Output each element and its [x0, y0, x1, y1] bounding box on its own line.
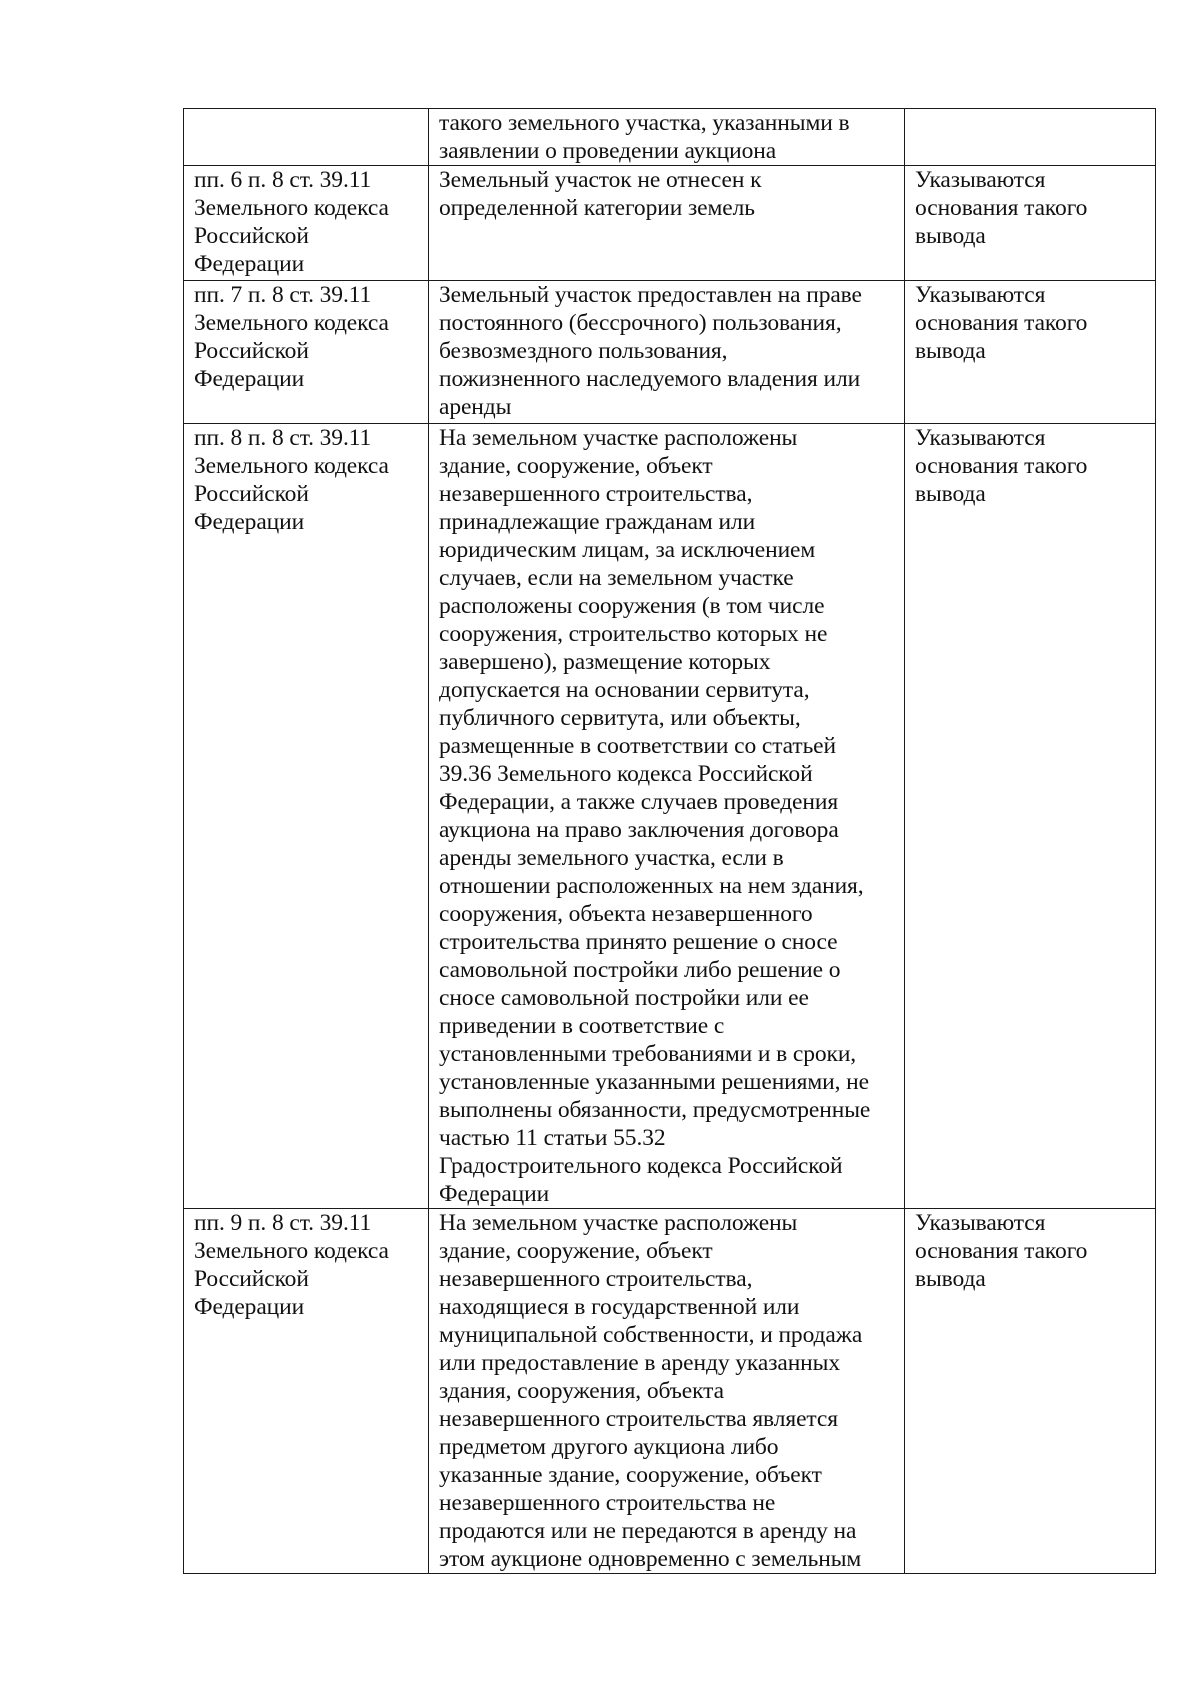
condition-cell-line: приведении в соответствие с — [439, 1013, 725, 1039]
legal-basis-cell-line: пп. 6 п. 8 ст. 39.11 — [194, 167, 372, 193]
condition-cell-line: самовольной постройки либо решение о — [439, 957, 841, 983]
condition-cell-line: незавершенного строительства не — [439, 1490, 776, 1516]
condition-cell-line: сносе самовольной постройки или ее — [439, 985, 809, 1011]
condition-cell-line: Земельный участок предоставлен на праве — [439, 282, 862, 308]
condition-cell-line: На земельном участке расположены — [439, 1210, 798, 1236]
note-cell — [905, 1209, 1156, 1574]
condition-cell-line: На земельном участке расположены — [439, 425, 798, 451]
note-cell — [905, 281, 1156, 424]
condition-cell-line: допускается на основании сервитута, — [439, 677, 810, 703]
note-cell-line: основания такого — [915, 453, 1088, 479]
condition-cell-line: юридическим лицам, за исключением — [439, 537, 816, 563]
legal-basis-cell-line: Федерации — [194, 251, 305, 277]
condition-cell-line: предметом другого аукциона либо — [439, 1434, 779, 1460]
condition-cell-line: Федерации, а также случаев проведения — [439, 789, 839, 815]
condition-cell-line: безвозмездного пользования, — [439, 338, 728, 364]
legal-basis-cell-line: Земельного кодекса — [194, 1238, 389, 1264]
condition-cell-line: здания, сооружения, объекта — [439, 1378, 724, 1404]
condition-cell-line: незавершенного строительства, — [439, 481, 753, 507]
table-row — [184, 424, 1156, 1209]
note-cell — [905, 424, 1156, 1209]
condition-cell — [429, 109, 905, 166]
condition-cell-line: установленные указанными решениями, не — [439, 1069, 869, 1095]
legal-basis-cell — [184, 166, 429, 281]
condition-cell — [429, 281, 905, 424]
legal-basis-cell-line: Федерации — [194, 366, 305, 392]
condition-cell-line: Градостроительного кодекса Российской — [439, 1153, 843, 1179]
legal-basis-cell — [184, 109, 429, 166]
condition-cell-line: незавершенного строительства, — [439, 1266, 753, 1292]
condition-cell-line: случаев, если на земельном участке — [439, 565, 794, 591]
condition-cell-line: сооружения, объекта незавершенного — [439, 901, 813, 927]
condition-cell-line: или предоставление в аренду указанных — [439, 1350, 840, 1376]
note-cell-line: основания такого — [915, 1238, 1088, 1264]
condition-cell — [429, 424, 905, 1209]
condition-cell-line: сооружения, строительство которых не — [439, 621, 828, 647]
legal-basis-cell — [184, 1209, 429, 1574]
table-row — [184, 166, 1156, 281]
condition-cell-line: такого земельного участка, указанными в — [439, 110, 850, 136]
note-cell-line: вывода — [915, 338, 986, 364]
legal-basis-cell-line: Российской — [194, 223, 309, 249]
note-cell-line: Указываются — [915, 282, 1046, 308]
condition-cell-line: строительства принято решение о сносе — [439, 929, 838, 955]
note-cell-line: вывода — [915, 481, 986, 507]
condition-cell — [429, 1209, 905, 1574]
condition-cell-line: установленными требованиями и в сроки, — [439, 1041, 857, 1067]
legal-basis-cell-line: Федерации — [194, 1294, 305, 1320]
condition-cell-line: здание, сооружение, объект — [439, 453, 713, 479]
legal-basis-cell-line: Федерации — [194, 509, 305, 535]
legal-basis-cell — [184, 281, 429, 424]
grounds-table — [183, 108, 1156, 1574]
legal-basis-cell-line: Российской — [194, 1266, 309, 1292]
condition-cell-line: этом аукционе одновременно с земельным — [439, 1546, 862, 1572]
note-cell-line: Указываются — [915, 1210, 1046, 1236]
condition-cell-line: выполнены обязанности, предусмотренные — [439, 1097, 871, 1123]
legal-basis-cell-line: Земельного кодекса — [194, 453, 389, 479]
condition-cell-line: незавершенного строительства является — [439, 1406, 838, 1432]
note-cell — [905, 166, 1156, 281]
condition-cell-line: определенной категории земель — [439, 195, 755, 221]
note-cell-line: основания такого — [915, 310, 1088, 336]
legal-basis-cell-line: пп. 7 п. 8 ст. 39.11 — [194, 282, 372, 308]
condition-cell-line: находящиеся в государственной или — [439, 1294, 800, 1320]
condition-cell-line: завершено), размещение которых — [439, 649, 771, 675]
condition-cell-line: заявлении о проведении аукциона — [439, 138, 777, 164]
condition-cell-line: публичного сервитута, или объекты, — [439, 705, 801, 731]
note-cell — [905, 109, 1156, 166]
condition-cell-line: отношении расположенных на нем здания, — [439, 873, 864, 899]
legal-basis-cell-line: Земельного кодекса — [194, 195, 389, 221]
table-row — [184, 1209, 1156, 1574]
note-cell-line: вывода — [915, 1266, 986, 1292]
legal-basis-cell-line: Земельного кодекса — [194, 310, 389, 336]
condition-cell-line: продаются или не передаются в аренду на — [439, 1518, 857, 1544]
condition-cell-line: указанные здание, сооружение, объект — [439, 1462, 822, 1488]
condition-cell-line: размещенные в соответствии со статьей — [439, 733, 836, 759]
note-cell-line: Указываются — [915, 167, 1046, 193]
condition-cell-line: частью 11 статьи 55.32 — [439, 1125, 666, 1151]
legal-basis-cell-line: Российской — [194, 481, 309, 507]
table-row — [184, 109, 1156, 166]
condition-cell-line: пожизненного наследуемого владения или — [439, 366, 861, 392]
table-row — [184, 281, 1156, 424]
note-cell-line: вывода — [915, 223, 986, 249]
condition-cell-line: Земельный участок не отнесен к — [439, 167, 762, 193]
condition-cell-line: муниципальной собственности, и продажа — [439, 1322, 863, 1348]
condition-cell-line: расположены сооружения (в том числе — [439, 593, 825, 619]
condition-cell-line: 39.36 Земельного кодекса Российской — [439, 761, 813, 787]
condition-cell-line: аренды — [439, 394, 512, 420]
legal-basis-cell-line: Российской — [194, 338, 309, 364]
condition-cell-line: аренды земельного участка, если в — [439, 845, 784, 871]
condition-cell-line: здание, сооружение, объект — [439, 1238, 713, 1264]
note-cell-line: Указываются — [915, 425, 1046, 451]
legal-basis-cell — [184, 424, 429, 1209]
condition-cell-line: постоянного (бессрочного) пользования, — [439, 310, 842, 336]
condition-cell-line: аукциона на право заключения договора — [439, 817, 839, 843]
condition-cell-line: Федерации — [439, 1181, 550, 1207]
condition-cell-line: принадлежащие гражданам или — [439, 509, 756, 535]
note-cell-line: основания такого — [915, 195, 1088, 221]
condition-cell — [429, 166, 905, 281]
legal-basis-cell-line: пп. 9 п. 8 ст. 39.11 — [194, 1210, 372, 1236]
legal-basis-cell-line: пп. 8 п. 8 ст. 39.11 — [194, 425, 372, 451]
